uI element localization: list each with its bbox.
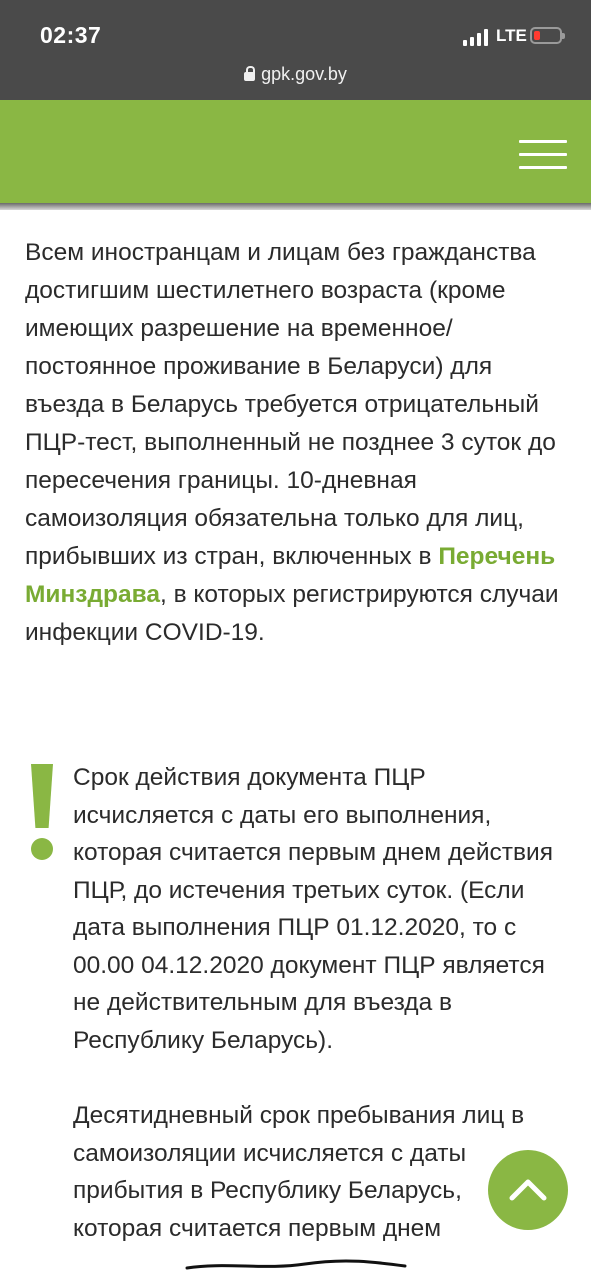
site-header (0, 100, 591, 203)
chevron-up-icon (508, 1174, 548, 1204)
ministry-list-link[interactable]: Перечень Минздрава (25, 543, 556, 608)
note-block (73, 759, 553, 1247)
main-content (25, 234, 560, 652)
battery-icon (530, 27, 562, 44)
intro-text-end: , в которых регистрируются случаи инфекции COVID-19. (25, 581, 559, 646)
exclamation-icon (29, 764, 55, 860)
url-text: gpk.gov.by (261, 64, 347, 84)
address-bar[interactable] (0, 64, 591, 85)
menu-button[interactable] (519, 140, 567, 170)
scroll-to-top-button[interactable] (488, 1150, 568, 1230)
lock-icon (244, 72, 255, 81)
intro-paragraph (25, 234, 560, 652)
note-paragraph-isolation: Десятидневный срок пребывания лиц в самоизоляции исчисляется с даты прибытия в Республику Беларусь, которая считается первым днем (73, 1102, 525, 1242)
intro-text: Всем иностранцам и лицам без гражданства достигшим шестилетнего возраста (кроме имеющих разрешение на временное/постоянное проживание в Беларуси) для въезда в Беларусь требуется отрицательный ПЦР-тест, выполненный не позднее 3 суток до пересечения границы. 10-дневная самоизоляция обязательна только для лиц, прибывших из стран, включенных в (25, 239, 556, 570)
scribble-mark (185, 1258, 407, 1272)
note-paragraph-validity: Срок действия документа ПЦР исчисляется с даты его выполнения, которая считается первым днем действия ПЦР, до истечения третьих суток. (Если дата выполнения ПЦР 01.12.2020, то с 00.00 04.12.2020 документ ПЦР является не действительным для въезда в Республику Беларусь). (73, 764, 553, 1054)
status-bar (0, 0, 591, 100)
header-divider (0, 203, 591, 210)
signal-icon (463, 28, 489, 46)
status-time: 02:37 (40, 22, 102, 48)
hamburger-icon (519, 140, 567, 143)
network-type: LTE (496, 26, 527, 45)
